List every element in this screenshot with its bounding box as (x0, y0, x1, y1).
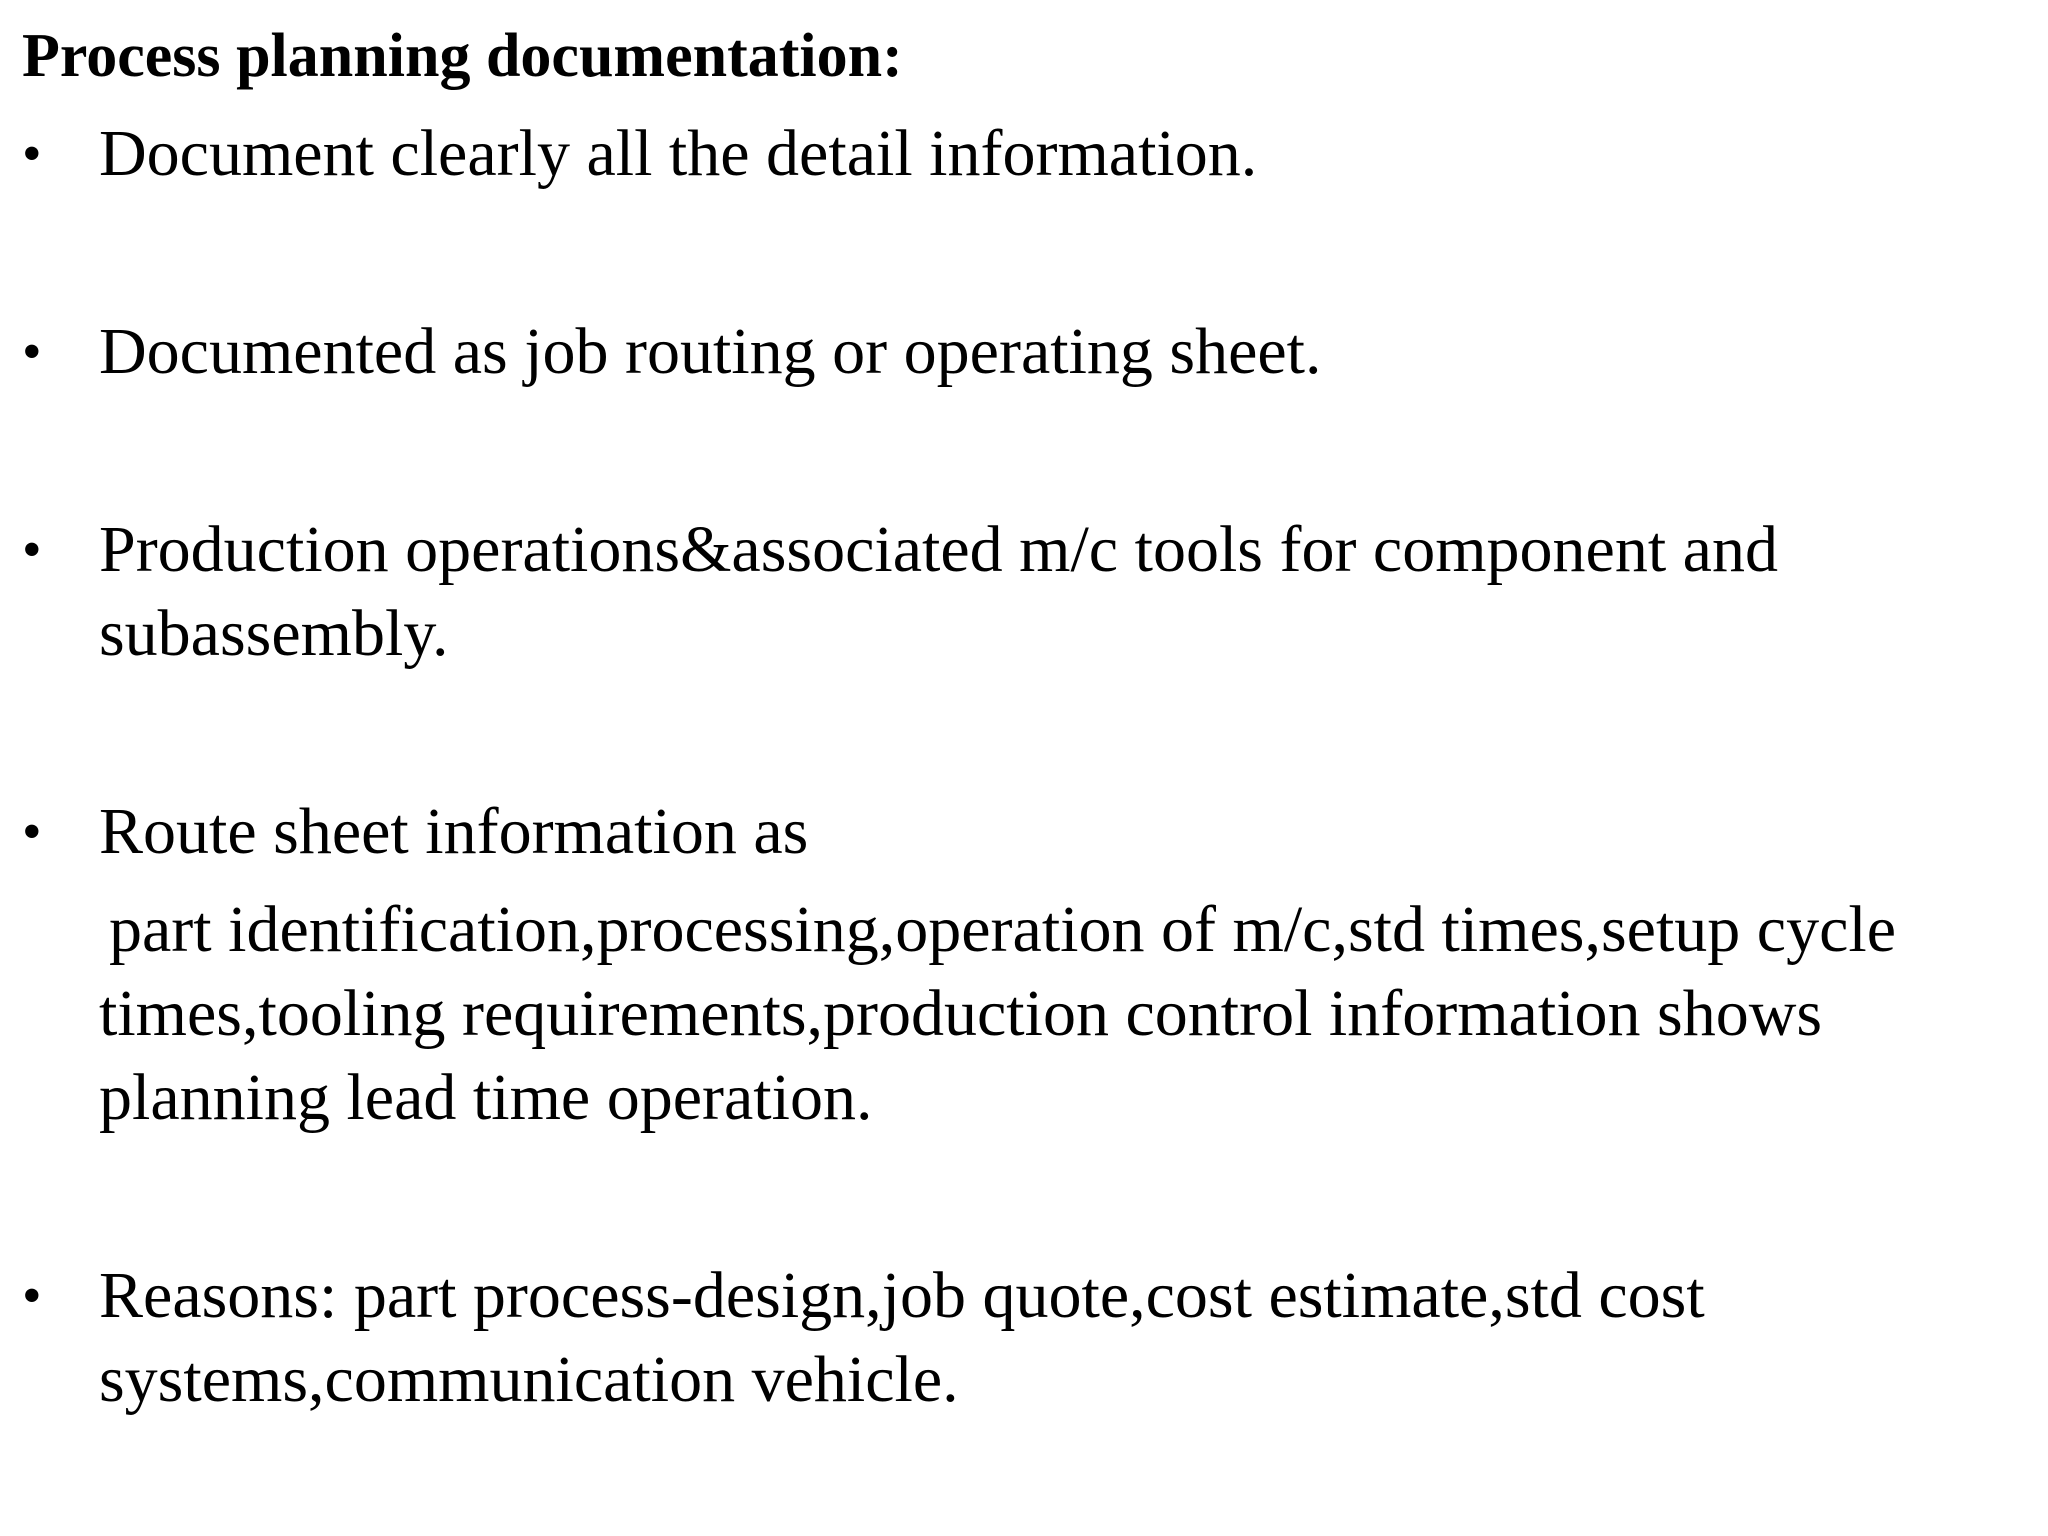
bullet-dot-icon: • (22, 321, 42, 383)
bullet-text: Document clearly all the detail information. (99, 117, 1258, 190)
bullet-dot-icon: • (22, 123, 42, 185)
bullet-dot-icon: • (22, 801, 42, 863)
bullet-text: Documented as job routing or operating sheet. (99, 315, 1322, 388)
bullet-item-2 (22, 310, 2022, 394)
bullet-text: Production operations&associated m/c tools for component and subassembly. (99, 513, 1778, 670)
bullet-item-3 (22, 508, 2022, 676)
route-sheet-detail (99, 888, 2039, 1140)
bullet-dot-icon: • (22, 519, 42, 581)
bullet-item-1 (22, 112, 2022, 196)
bullet-dot-icon: • (22, 1265, 42, 1327)
bullet-item-4 (22, 790, 2022, 874)
bullet-item-5 (22, 1254, 2022, 1422)
bullet-text: Route sheet information as (99, 795, 809, 868)
slide-title: Process planning documentation: (22, 22, 903, 90)
route-sheet-detail-text: part identification,processing,operation of m/c,std times,setup cycle times,tooling requirements,production control information shows planning lead time operation. (99, 893, 1896, 1134)
bullet-text: Reasons: part process-design,job quote,cost estimate,std cost systems,communication vehicle. (99, 1259, 1705, 1416)
